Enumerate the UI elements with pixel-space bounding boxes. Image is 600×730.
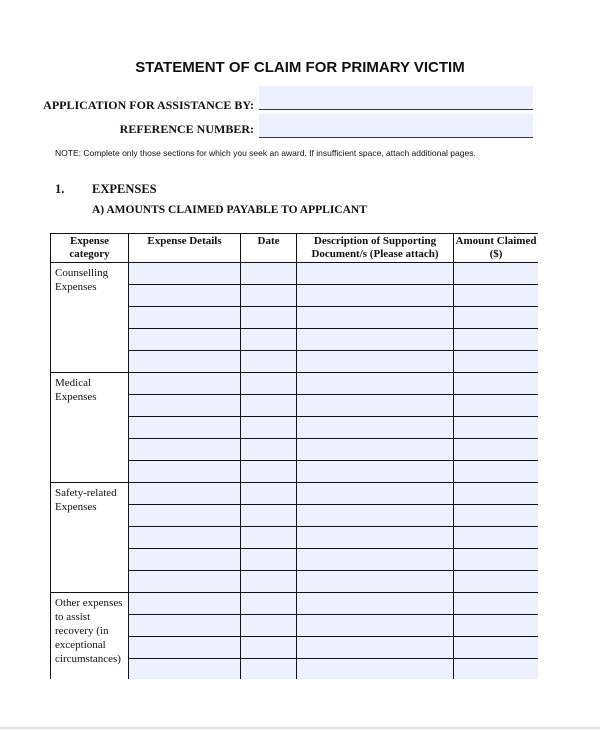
description-cell[interactable]	[297, 329, 454, 351]
expense-details-cell[interactable]	[129, 505, 241, 527]
expense-details-cell[interactable]	[129, 329, 241, 351]
date-cell[interactable]	[241, 461, 297, 483]
expense-details-cell[interactable]	[129, 593, 241, 615]
date-cell[interactable]	[241, 373, 297, 395]
date-cell[interactable]	[241, 571, 297, 593]
expense-details-cell[interactable]	[129, 439, 241, 461]
amount-cell[interactable]	[454, 505, 539, 527]
amount-cell[interactable]	[454, 351, 539, 373]
subsection-title: A) AMOUNTS CLAIMED PAYABLE TO APPLICANT	[92, 204, 367, 216]
date-cell[interactable]	[241, 483, 297, 505]
note-text: NOTE: Complete only those sections for which you seek an award. If insufficient space, attach additional pages.	[55, 148, 476, 158]
application-input[interactable]	[259, 86, 533, 110]
column-header: Amount Claimed ($)	[454, 234, 539, 263]
date-cell[interactable]	[241, 351, 297, 373]
table-row	[51, 593, 539, 615]
date-cell[interactable]	[241, 615, 297, 637]
amount-cell[interactable]	[454, 263, 539, 285]
section-title: EXPENSES	[92, 182, 157, 196]
description-cell[interactable]	[297, 373, 454, 395]
expense-details-cell[interactable]	[129, 351, 241, 373]
amount-cell[interactable]	[454, 483, 539, 505]
date-cell[interactable]	[241, 527, 297, 549]
amount-cell[interactable]	[454, 527, 539, 549]
amount-cell[interactable]	[454, 373, 539, 395]
description-cell[interactable]	[297, 351, 454, 373]
date-cell[interactable]	[241, 285, 297, 307]
expense-details-cell[interactable]	[129, 615, 241, 637]
page-title: STATEMENT OF CLAIM FOR PRIMARY VICTIM	[135, 59, 465, 76]
table-row	[51, 263, 539, 285]
description-cell[interactable]	[297, 505, 454, 527]
expense-details-cell[interactable]	[129, 373, 241, 395]
column-header: Expense category	[51, 234, 129, 263]
amount-cell[interactable]	[454, 395, 539, 417]
column-header: Expense Details	[129, 234, 241, 263]
amount-cell[interactable]	[454, 307, 539, 329]
reference-input[interactable]	[259, 114, 533, 138]
amount-cell[interactable]	[454, 549, 539, 571]
expense-details-cell[interactable]	[129, 659, 241, 680]
expense-category: Medical Expenses	[51, 373, 129, 483]
expense-details-cell[interactable]	[129, 527, 241, 549]
description-cell[interactable]	[297, 571, 454, 593]
expense-details-cell[interactable]	[129, 549, 241, 571]
amount-cell[interactable]	[454, 571, 539, 593]
amount-cell[interactable]	[454, 439, 539, 461]
date-cell[interactable]	[241, 549, 297, 571]
description-cell[interactable]	[297, 285, 454, 307]
amount-cell[interactable]	[454, 417, 539, 439]
amount-cell[interactable]	[454, 329, 539, 351]
expense-details-cell[interactable]	[129, 571, 241, 593]
description-cell[interactable]	[297, 659, 454, 680]
description-cell[interactable]	[297, 527, 454, 549]
description-cell[interactable]	[297, 593, 454, 615]
table-row	[51, 373, 539, 395]
description-cell[interactable]	[297, 483, 454, 505]
description-cell[interactable]	[297, 461, 454, 483]
date-cell[interactable]	[241, 329, 297, 351]
description-cell[interactable]	[297, 395, 454, 417]
description-cell[interactable]	[297, 549, 454, 571]
expense-category: Other expenses to assist recovery (in exceptional circumstances)	[51, 593, 129, 680]
amount-cell[interactable]	[454, 285, 539, 307]
description-cell[interactable]	[297, 417, 454, 439]
expense-details-cell[interactable]	[129, 307, 241, 329]
reference-label: REFERENCE NUMBER:	[119, 122, 254, 136]
expense-details-cell[interactable]	[129, 483, 241, 505]
date-cell[interactable]	[241, 417, 297, 439]
column-header: Description of Supporting Document/s (Please attach)	[297, 234, 454, 263]
amount-cell[interactable]	[454, 593, 539, 615]
description-cell[interactable]	[297, 637, 454, 659]
expense-category: Counselling Expenses	[51, 263, 129, 373]
date-cell[interactable]	[241, 307, 297, 329]
expense-details-cell[interactable]	[129, 637, 241, 659]
description-cell[interactable]	[297, 307, 454, 329]
section-number: 1.	[55, 182, 65, 196]
expense-details-cell[interactable]	[129, 461, 241, 483]
amount-cell[interactable]	[454, 637, 539, 659]
amount-cell[interactable]	[454, 615, 539, 637]
expense-details-cell[interactable]	[129, 263, 241, 285]
description-cell[interactable]	[297, 439, 454, 461]
date-cell[interactable]	[241, 593, 297, 615]
expenses-table	[50, 233, 538, 679]
table-row	[51, 483, 539, 505]
expense-category: Safety-related Expenses	[51, 483, 129, 593]
expense-details-cell[interactable]	[129, 395, 241, 417]
amount-cell[interactable]	[454, 461, 539, 483]
date-cell[interactable]	[241, 637, 297, 659]
expense-details-cell[interactable]	[129, 417, 241, 439]
description-cell[interactable]	[297, 615, 454, 637]
expense-details-cell[interactable]	[129, 285, 241, 307]
date-cell[interactable]	[241, 263, 297, 285]
date-cell[interactable]	[241, 659, 297, 680]
application-label: APPLICATION FOR ASSISTANCE BY:	[43, 98, 254, 112]
amount-cell[interactable]	[454, 659, 539, 680]
expenses-table-wrap	[50, 233, 538, 679]
column-header: Date	[241, 234, 297, 263]
date-cell[interactable]	[241, 439, 297, 461]
date-cell[interactable]	[241, 505, 297, 527]
description-cell[interactable]	[297, 263, 454, 285]
date-cell[interactable]	[241, 395, 297, 417]
